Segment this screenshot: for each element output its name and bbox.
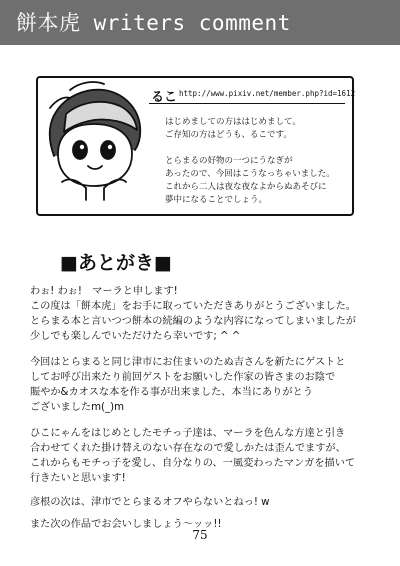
title-banner [0,0,400,45]
afterword-heading: ■あとがき■ [60,252,172,274]
afterword-line: 今回はとらまると同じ津市にお住まいのたぬ吉さんを新たにゲストと [30,357,346,368]
page-title: 餅本虎 writers comment [16,11,291,35]
afterword-line: また次の作品でお会いしましょう～ッッ!! [30,519,222,530]
bio-line: 夢中になることでしょう。 [165,195,268,205]
afterword-line: してお呼び出来たり前回ゲストをお願いした作家の皆さまのお陰で [30,372,336,383]
name-divider [149,103,345,104]
author-name: るこ [151,90,178,105]
afterword-line: 行きたいと思います! [30,473,126,484]
afterword-line: これからもモチっ子を愛し、自分なりの、一風変わったマンガを描いて [30,458,356,469]
afterword-line: 賑やか&カオスな本を作る事が出来ました、本当にありがとう [30,387,313,398]
afterword-line: 彦根の次は、津市でとらまるオフやらないとねっ! w [30,497,270,508]
afterword-line: とらまる本と言いつつ餅本の続編のような内容になってしまいましたが [30,316,356,327]
afterword-line: この度は「餅本虎」をお手に取っていただきありがとうございました。 [30,301,356,312]
afterword-line: わぉ! わぉ! マーラと申します! [30,286,178,297]
afterword-line: 合わせてくれた掛け替えのない存在なので愛しかたは歪んでますが、 [30,443,346,454]
afterword-line: ひこにゃんをはじめとしたモチっ子達は、マーラを色んな方達と引き [30,428,346,439]
afterword-line: ございましたm(_)m [30,402,125,413]
bio-line: ご存知の方はどうも、るこです。 [165,130,292,140]
author-avatar-illustration [40,78,148,202]
bio-line: とらまるの好物の一つにうなぎが [165,156,293,166]
bio-line: はじめましての方ははじめまして。 [165,117,301,127]
afterword-line: 少しでも楽しんでいただけたら幸いです; ^ ^ [30,331,241,342]
bio-line: これから二人は夜な夜なよからぬあそびに [165,182,327,192]
author-url-link[interactable]: http://www.pixiv.net/member.php?id=1612 [179,89,356,98]
page-number: 75 [192,528,208,542]
bio-line: あったので、今回はこうなっちゃいました。 [165,169,335,179]
